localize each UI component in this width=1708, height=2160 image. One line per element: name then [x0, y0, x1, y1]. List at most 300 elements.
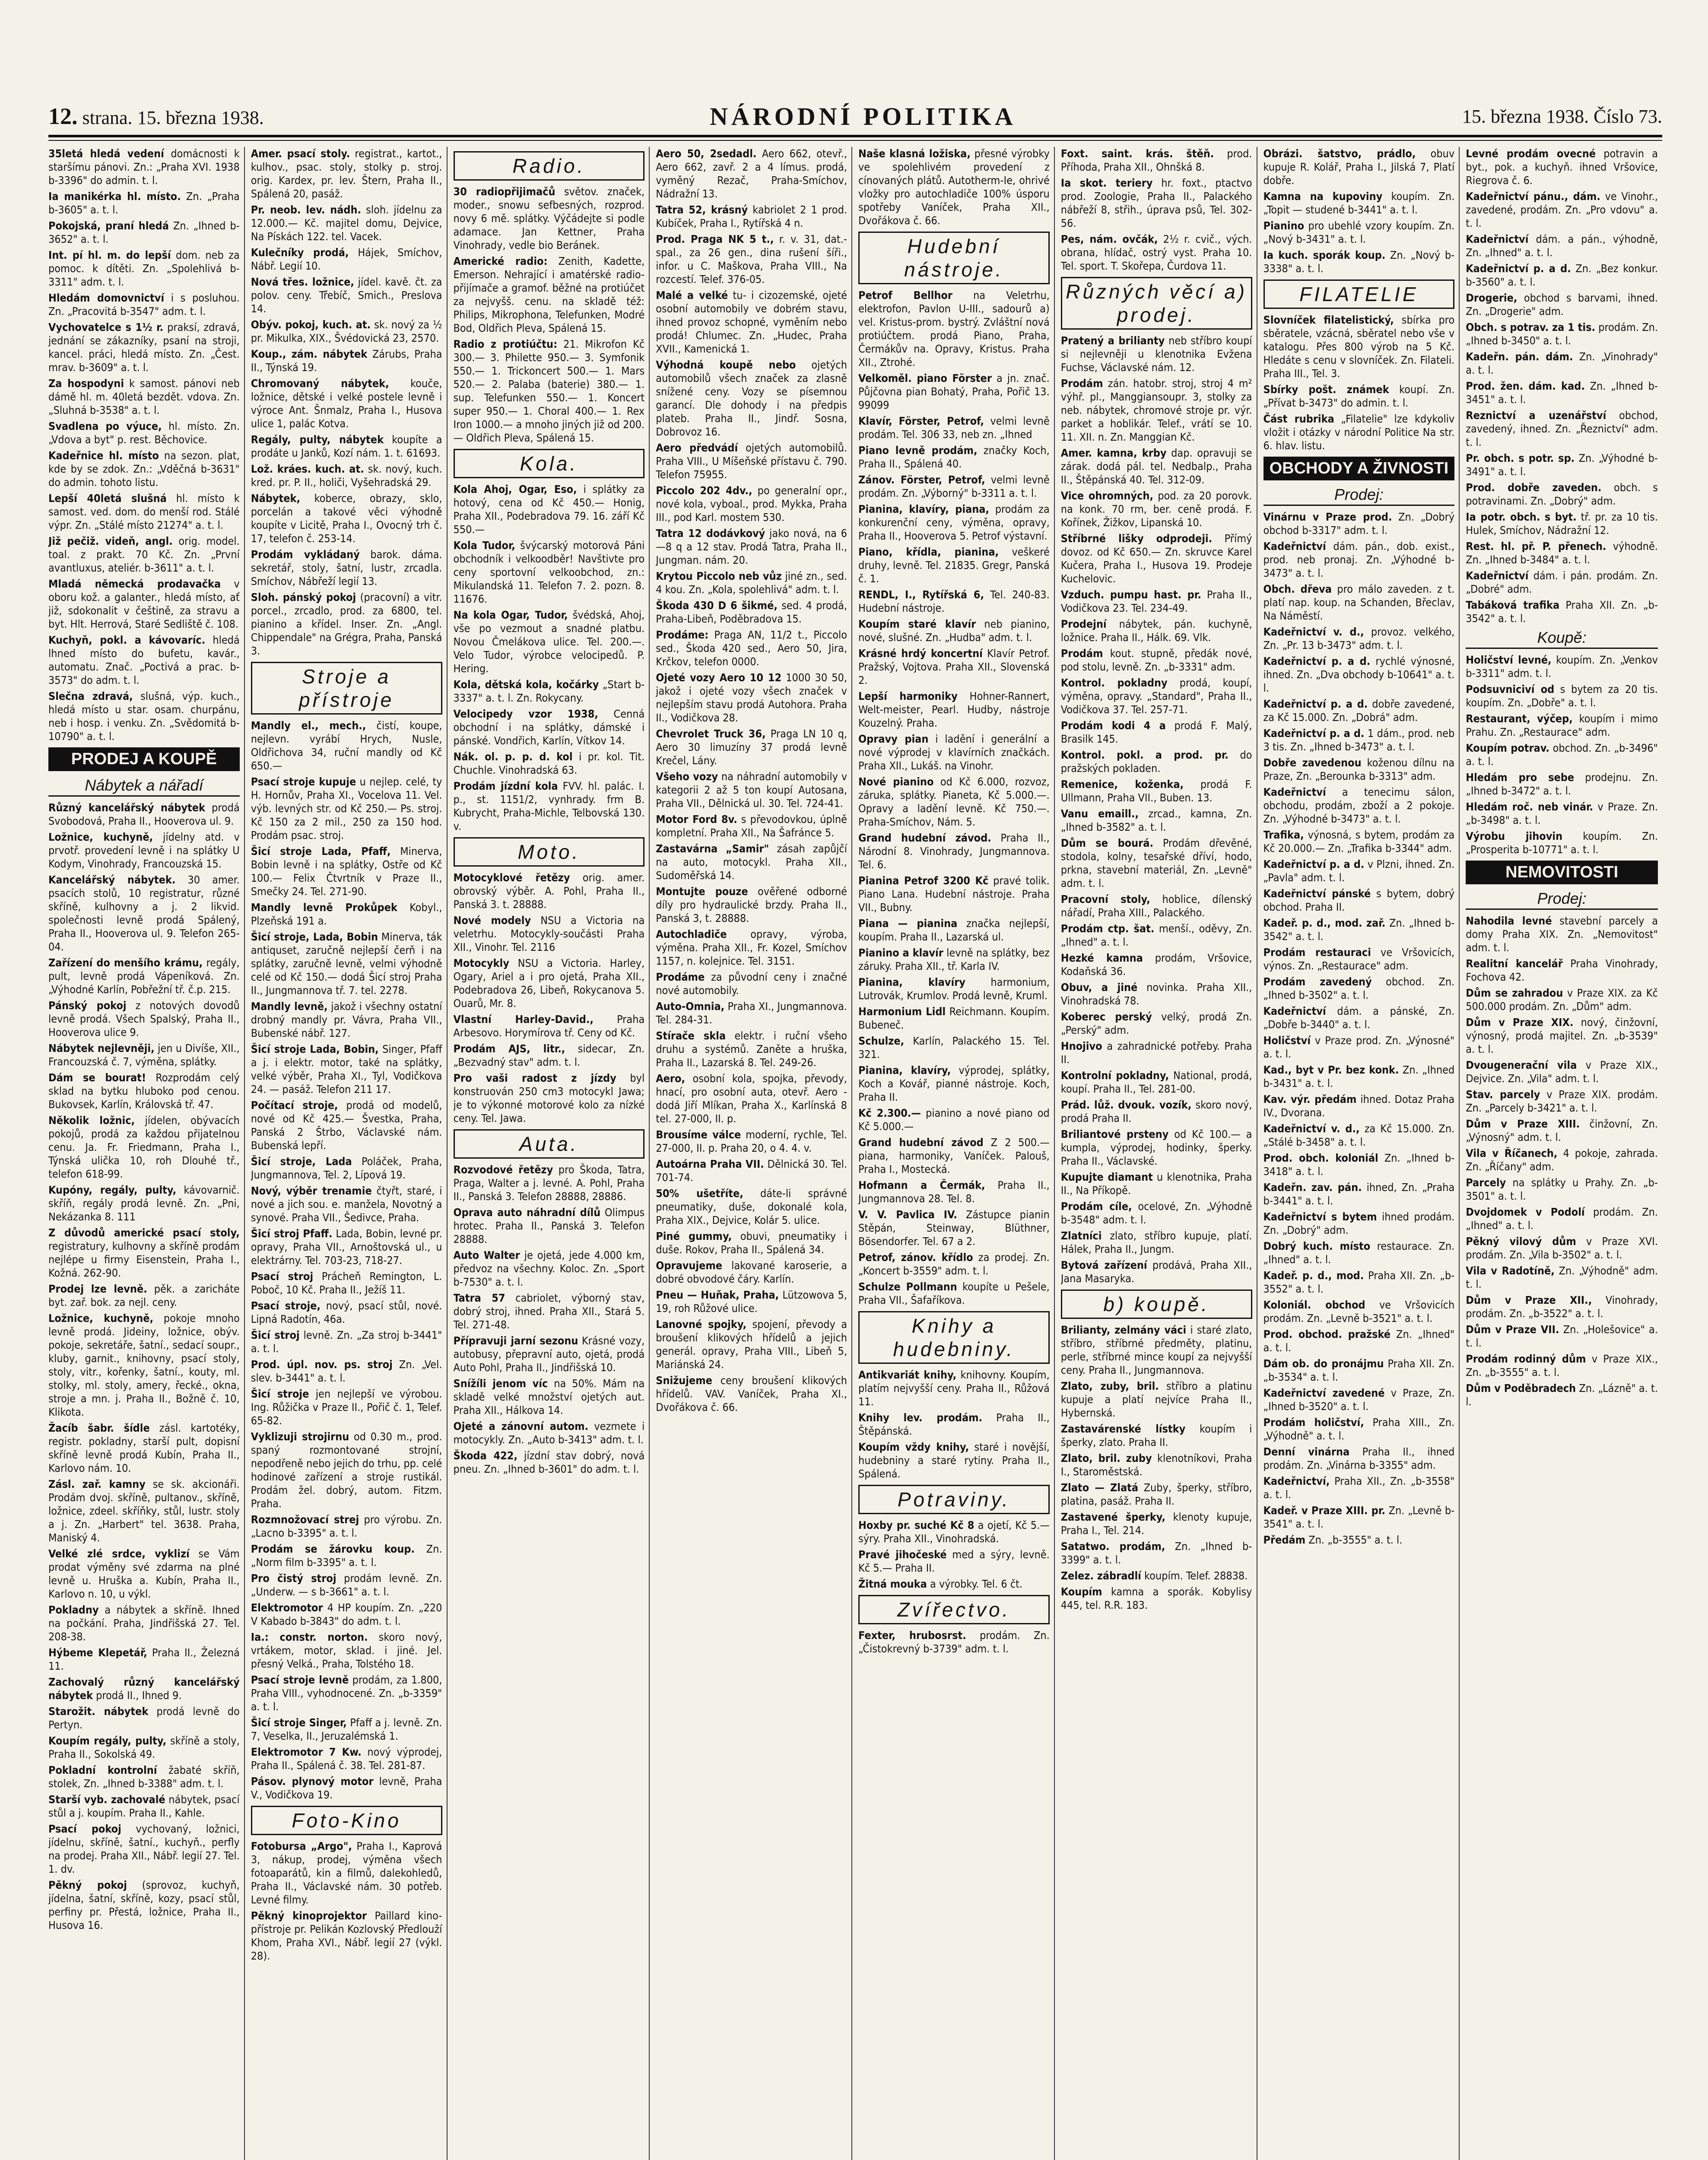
classified-ad	[1264, 1122, 1455, 1149]
ad-body: „Filatelie" lze kdykoliv vložit i otázky v národní Politice Na str. 6. hlav. listu.	[1263, 413, 1455, 452]
classified-ad	[1466, 540, 1658, 566]
ad-headline: Hýbeme Klepetář,	[48, 1646, 147, 1659]
classified-ad	[251, 1572, 442, 1598]
ad-body: ověřené odborné díly pro hydraulické brzdy. Praha II., Panská 3, t. 28888.	[656, 885, 847, 924]
ad-headline: Harmonium Lidl	[858, 1005, 946, 1018]
ad-body: FVV. hl. palác. I. p., st. 1151/2, vynhrady. frm B. Kubrycht, Praha-Michle, Telbovská 130. v.	[453, 780, 645, 832]
classified-ad	[656, 441, 847, 481]
ad-body: Rozprodám celý sklad na bytku hluboko pod cenou. Bukovsek, Karlín, Královská tř. 47.	[48, 1071, 240, 1111]
ad-body: Klavír Petrof. Pražský, Vojtova. Praha XII., Slovenská 2.	[858, 647, 1050, 686]
classified-ad	[858, 917, 1050, 943]
classified-ad	[1264, 1533, 1455, 1547]
classified-ad	[656, 484, 847, 524]
ad-headline: Realitní kancelář	[1466, 957, 1563, 970]
ad-headline: Obýv. pokoj, kuch. at.	[251, 318, 371, 331]
classified-ad	[858, 775, 1050, 829]
classified-ad	[48, 1646, 240, 1673]
classified-ad	[656, 527, 847, 567]
classified-ad	[1264, 858, 1455, 884]
classified-ad	[1466, 1016, 1658, 1056]
ad-body: 1000 30 50, jakož i ojeté vozy všech značek v nejlepším stavu prodá Autohora. Praha II., Vodičkova 28.	[656, 671, 847, 724]
section-heading: Radio.	[454, 151, 645, 181]
ad-body: a zahradnické potřeby. Praha II.	[1060, 1040, 1252, 1066]
ad-body: ojetých automobilů. Praha VIII., U Míšeňské přístavu č. 790. Telefon 75955.	[656, 442, 847, 481]
ad-body: Prodám dřevěné, stodola, kolny, tesařské dříví, hodo, prkna, stavební materiál, Zn. „Levně" adm. t. l.	[1060, 837, 1252, 889]
section-heading: Hudební nástroje.	[858, 232, 1050, 284]
ad-body: registrat., kartot., kulhov., psac. stoly, stolky p. stroj. orig. Kardex, pr. lev. Štern, Praha II., Spálená 20, pasáž.	[251, 147, 442, 200]
ad-headline: Pr. obch. s potr. sp.	[1466, 452, 1575, 464]
ad-body: med a sýry, levně. Kč 5.— Praha II.	[858, 1548, 1050, 1574]
classified-ad	[1466, 712, 1658, 739]
classified-ad	[251, 1745, 442, 1772]
ad-body: s převodovkou, úplně kompletní. Praha XII., Na Šafránce 5.	[656, 813, 847, 839]
ad-headline: Svadlena po výuce,	[48, 420, 162, 432]
ad-headline: Vila v Říčanech,	[1466, 1147, 1558, 1159]
ad-body: značky Koch, Praha II., Spálená 40.	[858, 444, 1050, 470]
classified-ad	[251, 1673, 442, 1713]
ad-body: klenotníkovi, Praha I., Staroměstská.	[1060, 1452, 1252, 1478]
ad-headline: Trafika,	[1263, 829, 1304, 841]
ad-body: jakož i všechny ostatní drobný mandly pr. Vávra, Praha VII., Bubenské nábř. 127.	[251, 1000, 442, 1039]
ad-headline: Hezké kamna	[1060, 952, 1143, 964]
ad-headline: Žacíb šabr. šídle	[48, 1422, 150, 1434]
classified-ad	[858, 1106, 1050, 1133]
ad-headline: Šicí stroje Lada, Bobin,	[251, 1043, 379, 1055]
ad-headline: Drogerie,	[1466, 292, 1518, 304]
ad-body: na splátky u Prahy. Zn. „b-3501" a. t. l.	[1466, 1176, 1658, 1202]
classified-ad	[656, 628, 847, 668]
ad-headline: Prodáme	[656, 971, 705, 983]
classified-ad	[1061, 1098, 1252, 1125]
classified-ad	[656, 1000, 847, 1026]
ad-body: 4 pokoje, zahrada. Zn. „Říčany" adm.	[1466, 1147, 1658, 1173]
ad-body: obchod. Zn. „b-3496" a. t. l.	[1466, 742, 1658, 768]
ad-body: hl. místo. Zn. „Vdova a byt" p. rest. Běchovice.	[48, 420, 240, 446]
classified-ad	[1466, 1058, 1658, 1085]
ad-headline: Lepší 40letá slušná	[48, 492, 167, 505]
ad-headline: Nové pianino	[858, 775, 934, 788]
ad-headline: Pneu — Huňak, Praha,	[656, 1289, 779, 1301]
classified-ad	[454, 1377, 645, 1417]
classified-ad	[48, 1114, 240, 1181]
classified-ad	[1466, 147, 1658, 187]
classified-ad	[1264, 1181, 1455, 1207]
section-heading: Foto-Kino	[251, 1806, 442, 1835]
ad-body: dap. opravuji se zárak. dodá pál. tel. Nedbalp., Praha II., Štěpánská 40. Tel. 312-09.	[1060, 447, 1252, 486]
ad-body: Lada, Bobin, levné pr. opravy, Praha VII., Arnoštovská ul., u elektrárny. Tel. 703-23, 718-27.	[251, 1227, 442, 1267]
ad-headline: Kadeřnictví	[1263, 786, 1326, 798]
classified-ad	[656, 1288, 847, 1315]
classified-ad	[1466, 1235, 1658, 1261]
ad-headline: Remenice, koženka,	[1060, 778, 1184, 791]
ad-headline: Žitná mouka	[858, 1578, 927, 1590]
ad-headline: Brilianty, zelmány váci	[1060, 1324, 1187, 1336]
ad-body: byl konstruován 250 cm3 motocykl Jawa; je to výkonné motorové kolo za nízké ceny. Tel. Jawa.	[453, 1072, 645, 1124]
ad-headline: Vyklizuji strojirnu	[251, 1430, 349, 1443]
classified-ad	[858, 1440, 1050, 1480]
ad-headline: Piano levně prodám,	[858, 444, 978, 457]
classified-ad	[858, 1629, 1050, 1655]
ad-body: hoblice, dílenský nářadí, Praha XIII., Palackého.	[1060, 893, 1252, 919]
ad-body: sidecar, Zn. „Bezvadný stav" adm. t. l.	[453, 1042, 645, 1068]
ad-body: pro výrobu. Zn. „Lacno b-3395" a. t. l.	[251, 1513, 442, 1539]
classified-ad	[251, 1513, 442, 1540]
ad-headline: Chromovaný nábytek,	[251, 377, 389, 390]
classified-ad	[656, 1072, 847, 1125]
ad-body: pod. za 20 porovk. na konk. 70 rm, ber. ceně prodá. F. Kořínek, Žižkov, Lipanská 10.	[1060, 489, 1252, 529]
classified-ad	[48, 1282, 240, 1309]
classified-ad	[1061, 1422, 1252, 1449]
ad-body: Zn. „Ihned" a. t. l.	[1263, 1328, 1455, 1354]
ad-headline: Tatra 12 dodávkový	[656, 527, 765, 540]
ad-headline: Petrof Bellhor	[858, 289, 952, 302]
ad-headline: Hofmann a Čermák,	[858, 1179, 985, 1191]
classified-ad	[1264, 510, 1455, 537]
ad-headline: Tatra 52, krásný	[656, 203, 748, 216]
ad-headline: Prád. lůž. dvouk. vozík,	[1060, 1099, 1192, 1111]
section-heading: Auta.	[454, 1129, 645, 1159]
classified-ad	[1264, 219, 1455, 246]
ad-headline: Kancelářský nábytek.	[48, 874, 176, 886]
ad-body: v Praze XIX., Zn. „b-3555" a. t. l.	[1466, 1353, 1658, 1379]
ad-headline: Kupóny, regály, pulty,	[48, 1184, 177, 1196]
classified-ad	[656, 813, 847, 839]
ad-body: 21. Mikrofon Kč 300.— 3. Philette 950.— 3. Symfonik 550.— 1. Trickoncert 500.— 1. Mars 520.— 2. Palaba (baterie) 380.— 1. sup. Telefunken 550.— 1. Koncert super 950.— 1. Choral 400.— 1. Rex Iron 1000.— a mnoho jiných již od 200.— Oldřich Pleva, Spálená 15.	[453, 338, 645, 444]
ad-body: za prodej. Zn. „Koncert b-3559" adm. t. l.	[858, 1251, 1050, 1277]
section-heading: Stroje a přístroje	[251, 662, 442, 715]
classified-ad	[1061, 748, 1252, 775]
classified-ad	[454, 1291, 645, 1331]
ad-body: nábytek, pán. kuchyně, ložnice. Praha II., Hálk. 69. Vlk.	[1060, 618, 1252, 644]
masthead	[48, 100, 1662, 132]
masthead-rule-thin	[48, 140, 1662, 141]
ad-body: velmi levně prodám. Zn. „Výborný" b-3311 a. t. l.	[858, 473, 1050, 499]
classified-ad	[858, 1005, 1050, 1032]
ad-headline: Dům v Praze XIII.	[1466, 1118, 1580, 1130]
page-number: 12.	[48, 103, 78, 129]
issue-number: Číslo 73.	[1594, 105, 1662, 127]
ad-headline: Kola, dětská kola, kočárky	[453, 678, 599, 691]
classified-ad	[48, 689, 240, 743]
ad-body: zásl. kartotéky, registr. pokladny, starší pult, dopisní skříně levně prodá Kubín, Praha II., Karlovo nám. 10.	[48, 1422, 240, 1474]
ad-body: zrcad., kamna, Zn. „Ihned b-3582" a. t. l.	[1060, 807, 1252, 833]
ad-headline: Kadeřnictví p. a d.	[1263, 858, 1365, 870]
classified-ad	[454, 608, 645, 675]
ad-headline: Prod. Praga NK 5 t.,	[656, 233, 774, 245]
ad-headline: Kadeřnictví p. a d.	[1263, 727, 1365, 740]
ad-body: velký, prodá Zn. „Perský" adm.	[1060, 1010, 1252, 1036]
ad-body: Kobyl., Plzeňská 191 a.	[251, 901, 442, 927]
ad-body: Praha II., Vodičkova 23. Tel. 234-49.	[1060, 588, 1252, 614]
classified-ad	[858, 647, 1050, 687]
ad-headline: Holičství	[1263, 1034, 1311, 1047]
classified-ad	[1466, 1205, 1658, 1232]
classified-ad	[251, 719, 442, 772]
column-7	[1264, 147, 1460, 2160]
classified-ad	[1061, 951, 1252, 978]
ad-headline: Elektromotor	[251, 1601, 323, 1614]
ad-headline: Hoxby pr. suché Kč 8	[858, 1519, 975, 1531]
ad-headline: Sloh. pánský pokoj	[251, 591, 356, 604]
ad-body: ihned. Dotaz Praha IV., Dvorana.	[1263, 1093, 1455, 1119]
ad-body: i splátky za hotový, cena od Kč 450.— Honig, Praha XII., Podebradova 79. 16. září Kč 550.—	[453, 483, 645, 536]
ad-body: v Praze XIX. prodám. Zn. „Parcely b-3421" a. t. l.	[1466, 1088, 1658, 1114]
ad-headline: Prod. žen. dám. kad.	[1466, 380, 1585, 392]
ad-headline: Stírače skla	[656, 1029, 726, 1042]
ad-body: k samost. pánovi neb dámě hl. m. 40letá bezdět. vdova. Zn. „Sluhná b-3538" a. t. l.	[48, 377, 240, 416]
ad-headline: Snížíli jenom víc	[453, 1377, 548, 1390]
ad-body: prodám za konkurenční ceny, výměna, opravy, Praha II., Hooverova 5. Petrof výstavní.	[858, 503, 1050, 542]
ad-body: Zn. „Nový b-3338" a. t. l.	[1263, 249, 1455, 275]
classified-ad	[48, 830, 240, 870]
ad-body: pro ubehlé vzory koupím. Zn. „Nový b-3431" a. t. l.	[1263, 219, 1455, 245]
ad-body: prodám levně. Zn. „Underw. — s b-3661" a. t. l.	[251, 1572, 442, 1598]
ad-body: prodejnu. Zn. „Ihned b-3472" a. t. l.	[1466, 771, 1658, 797]
ad-body: Praga AN, 11/2 t., Piccolo sed., Škoda 420 sed., Aero 50, Jira, Krčkov, telefon 0000.	[656, 629, 847, 668]
ad-body: kamna a sporák. Kobylisy 445, tel. R.R. 183.	[1060, 1585, 1252, 1611]
ad-headline: Mandly levně Prokůpek	[251, 901, 397, 914]
ad-headline: Pr. neob. lev. nádh.	[251, 203, 362, 216]
ad-headline: Zařízení do menšího krámu,	[48, 956, 203, 969]
ad-headline: Kadeřnictví	[1263, 1005, 1326, 1017]
classified-ad	[858, 1034, 1050, 1061]
ad-headline: Pánský pokoj	[48, 999, 127, 1012]
ad-body: zlato, stříbro kupuje, platí. Hálek, Praha II., Jungm.	[1060, 1229, 1252, 1255]
ad-body: Singer, Pfaff a j. i elektr. motor, také na splátky, velké výběr, Praha XI., Tyl, Vodičkova 24. — pasáž. Telefon 211 17.	[251, 1043, 442, 1096]
classified-ad	[1264, 1063, 1455, 1090]
classified-ad	[454, 1071, 645, 1125]
ad-body: ihned, Zn. „Praha b-3441" a. t. l.	[1263, 1181, 1455, 1207]
ad-body: nábytek, psací stůl a j. koupím. Praha II., Kahle.	[48, 1793, 240, 1819]
ad-headline: Kadeřnictví	[1466, 233, 1529, 245]
ad-body: dáte-li správné pneumatiky, duše, dokonalé kola, Praha XIX., Dejvice, Kolár 5. ulice.	[656, 1187, 847, 1226]
classified-ad	[1061, 778, 1252, 804]
ad-headline: Na kola Ogar, Tudor,	[453, 609, 568, 621]
classified-ad	[251, 433, 442, 460]
ad-headline: Mandly levně,	[251, 1000, 328, 1013]
ad-headline: Výrobu jihovin	[1466, 830, 1563, 842]
classified-ad	[1061, 446, 1252, 486]
ad-body: Minerva, ták antiquset, zaručně nejlepší čerň i na splátky, zaručně levně, velmi výhodně celé od Kč 150.— dodá Šicí stroj Praha II., Jungmannova tř. 7. tel. 2278.	[251, 931, 442, 997]
classified-ad	[1264, 975, 1455, 1002]
classified-ad	[1264, 756, 1455, 783]
ad-body: a výrobky. Tel. 6 čt.	[930, 1578, 1023, 1590]
ad-body: prodá F. Ullmann, Praha VII., Buben. 13.	[1060, 778, 1252, 804]
ad-body: Minerva, Bobin levně i na splátky, Ostře od Kč 100.— Felix Čtvrtník v Praze II., Smečky 24. Tel. 271-90.	[251, 845, 442, 898]
ad-body: ocelové, Zn. „Výhodně b-3548" adm. t. l.	[1060, 1200, 1252, 1226]
ad-body: neb stříbro koupí si nejlevněji u klenotnika Evžena Fuchse, Václavské nám. 12.	[1060, 334, 1252, 374]
ad-headline: Amer. psací stoly.	[251, 147, 350, 160]
ad-body: v oboru kož. a galanter., hledá místo, ať již, sdokonalit v češtině, za stravu a byt. Hlt. Herrová, Staré Sedliště č. 108.	[48, 578, 240, 630]
classified-ad	[1466, 291, 1658, 318]
ad-headline: Dům se bourá.	[1060, 837, 1153, 849]
classified-ad	[251, 1601, 442, 1628]
ad-headline: Ia skot. teriery	[1060, 177, 1153, 189]
ad-body: harmonium, Lutrovák, Krumlov. Prodá levně, Kruml.	[858, 976, 1050, 1002]
ad-body: jen u Divíše, XII., Francouzská č. 7, výměna, splátky.	[48, 1042, 240, 1068]
ad-headline: Elektromotor 7 Kw.	[251, 1746, 362, 1758]
classified-ad	[858, 588, 1050, 615]
ad-body: „Start b-3337" a. t. l. Zn. Rokycany.	[453, 678, 645, 704]
column-3	[454, 147, 650, 2160]
classified-ad	[1061, 489, 1252, 529]
ad-headline: Chevrolet Truck 36,	[656, 727, 766, 740]
classified-ad	[656, 1029, 847, 1069]
ad-headline: Dám ob. do pronájmu	[1263, 1357, 1384, 1370]
ad-body: výhodně. Zn. „Ihned b-3484" a. t. l.	[1466, 540, 1658, 566]
ad-body: ve Vršovicích prodám. Zn. „Levně b-3521" a. t. l.	[1263, 1299, 1455, 1325]
ad-body: žabaté skříň, stolek, Zn. „Ihned b-3388" adm. t. l.	[48, 1764, 240, 1790]
ad-body: sbírka pro sběratele, vzácná, sběratel nebo vše v katalogu. Přes 800 výrob na 5 Kč. Hledáte s cenu v slovníček. Zn. Filateli. Praha III., Tel. 3.	[1263, 314, 1455, 380]
classified-ad	[454, 678, 645, 705]
masthead-rule	[48, 135, 1662, 137]
ad-headline: Vice ohromných,	[1060, 489, 1153, 502]
ad-headline: Hnojivo	[1060, 1040, 1102, 1052]
section-heading: Kola.	[454, 449, 645, 478]
ad-body: Zn. „Výhodné b-3491" a. t. l.	[1466, 452, 1658, 478]
ad-headline: Koupím staré klavír	[858, 618, 976, 630]
classified-ad	[1264, 1298, 1455, 1325]
ad-headline: Šicí stroje, Lada, Bobin	[251, 931, 378, 943]
ad-headline: Kola Ahoj, Ogar, Eso,	[453, 483, 577, 496]
ad-body: kouče, ložnice, dětské i velké postele levně i výroce Ant. Šnmalz, Praha I., Husova ulice 1, palác Kotva.	[251, 377, 442, 430]
section-heading: Zvířectvo.	[858, 1595, 1050, 1624]
ad-body: prodám, za 1.800, Praha VIII., vyhodnocené. Zn. „b-3359" a. t. l.	[251, 1674, 442, 1713]
ad-body: koupím. Zn. „Prosperita b-10771" a. t. l.	[1466, 830, 1658, 856]
classified-ad	[48, 147, 240, 187]
classified-ad	[48, 534, 240, 575]
ad-headline: Prodám jízdní kola	[453, 780, 558, 792]
ad-headline: Kadeřnictví	[1263, 540, 1326, 553]
classified-ad	[251, 318, 442, 345]
classified-ad	[1264, 1474, 1455, 1501]
ad-headline: 35letá hledá vedení	[48, 147, 164, 160]
classified-ad	[48, 1763, 240, 1790]
ad-headline: Prodám kodi 4 a	[1060, 719, 1166, 732]
ad-headline: Zlato, bril. zuby	[1060, 1452, 1152, 1464]
classified-ad	[1264, 1269, 1455, 1296]
ad-headline: Pianina, klavíry, piana,	[858, 503, 989, 515]
ad-headline: Lanovné spojky,	[656, 1318, 747, 1331]
ad-headline: Pěkný pokoj	[48, 1879, 127, 1891]
ad-body: skoro nový, prodá Praha II.	[1060, 1099, 1252, 1124]
classified-ad	[858, 874, 1050, 914]
classified-ad	[48, 633, 240, 687]
ad-headline: Zásl. zař. kamny	[48, 1478, 146, 1490]
ad-headline: Krytou Piccolo neb vůz	[656, 570, 782, 582]
classified-ad	[656, 671, 847, 724]
classified-ad	[1264, 946, 1455, 972]
ad-headline: Opravy pian	[858, 733, 929, 745]
classified-ad	[1264, 540, 1455, 580]
classified-ad	[858, 289, 1050, 369]
ad-body: restaurace. Zn. „Ihned" a. t. l.	[1263, 1240, 1455, 1266]
ad-body: Z 2 500.— piana, harmoniky, Vaníček. Palouš, Praha I., Mostecká.	[858, 1136, 1050, 1175]
section-heading: Různých věcí a) prodej.	[1061, 277, 1252, 330]
ad-body: 4 HP koupím. Zn. „220 V Kabado b-3843" do adm. t. l.	[251, 1601, 442, 1627]
ad-headline: Dům v Praze VII.	[1466, 1323, 1559, 1336]
classified-ad	[1466, 1382, 1658, 1408]
classified-ad	[1466, 829, 1658, 856]
ad-body: u klenotnika, Praha II., Na Příkopě.	[1060, 1171, 1252, 1197]
classified-ad	[1061, 334, 1252, 374]
ad-body: stavební parcely a domy Praha XIX. Zn. „Nemovitost" adm. t. l.	[1466, 915, 1658, 954]
classified-ad	[48, 801, 240, 828]
ad-body: Zástupce pianin Stěpán, Steinway, Blüthner, Bösendorfer. Tel. 67 a 2.	[858, 1208, 1050, 1248]
ad-body: National, prodá, koupí. Praha II., Tel. 281-00.	[1060, 1069, 1252, 1095]
ad-body: menší., oděvy, Zn. „Ihned" a. t. l.	[1060, 922, 1252, 948]
classified-ad	[1061, 1510, 1252, 1537]
classified-ad	[858, 732, 1050, 772]
classified-ad	[858, 831, 1050, 871]
ad-headline: Piana — pianina	[858, 917, 958, 930]
ad-body: Karlín, Palackého 15. Tel. 321.	[858, 1035, 1050, 1061]
ad-body: v Praze. Zn. „b-3498" a. t. l.	[1466, 800, 1658, 826]
ad-headline: Prodám se žárovku koup.	[251, 1543, 415, 1555]
classified-ad	[454, 483, 645, 536]
ad-body: cabriolet, výborný stav, dobrý stroj, ihned. Praha XII., Stará 5. Tel. 271-48.	[453, 1292, 645, 1331]
ad-headline: Kadeř. p. d., mod. zař.	[1263, 917, 1386, 929]
ad-headline: Prod. úpl. nov. ps. stroj	[251, 1358, 393, 1371]
ad-body: v Praze XIX., Dejvice. Zn. „Vila" adm. t. l.	[1466, 1059, 1658, 1085]
ad-headline: Foxt. saint. krás. štěň.	[1060, 147, 1214, 160]
ad-headline: Pro čistý stroj	[251, 1572, 337, 1585]
ad-headline: Různý kancelářský nábytek	[48, 801, 205, 814]
ad-headline: Fotobursa „Argo",	[251, 1840, 352, 1852]
ad-headline: Kadeř. p. d., mod.	[1263, 1269, 1364, 1282]
ad-body: prodá II., Ihned 9.	[96, 1689, 182, 1702]
ad-body: ceny broušení klikových hřídelů. VAV. Vaníček, Praha XI., Dvořákova č. 66.	[656, 1374, 847, 1414]
ad-body: na Veletrhu, elektrofon, Pavlon U-III., sadourů a) vel. Kristus-prom. bystrý. Zvláštní nová protiúčtem. prodá Piano, Praha, Čermákův na. Opravy, Kristus. Praha XII., Ztrohé.	[858, 289, 1050, 368]
classified-ad	[858, 946, 1050, 973]
classified-ad	[656, 842, 847, 882]
section-heading: OBCHODY A ŽIVNOSTI	[1264, 457, 1455, 480]
ad-body: Zn. „Levně b-3541" a. t. l.	[1263, 1504, 1455, 1530]
classified-ad	[251, 1184, 442, 1224]
ad-body: Praha II., Štěpánská.	[858, 1411, 1050, 1437]
classified-columns	[48, 147, 1662, 2160]
classified-ad	[1466, 569, 1658, 596]
section-heading: FILATELIE	[1264, 280, 1455, 309]
classified-ad	[1061, 1452, 1252, 1478]
classified-ad	[251, 1630, 442, 1671]
ad-headline: Dům v Praze XIX.	[1466, 1016, 1574, 1029]
ad-body: Praha II., Jungmannova 28. Tel. 8.	[858, 1179, 1050, 1205]
ad-headline: Satatwo. prodám,	[1060, 1540, 1165, 1553]
ad-body: prodá levně do Pertyn.	[48, 1705, 240, 1731]
ad-headline: Koupím potrav.	[1466, 742, 1549, 754]
ad-body: a nábytek a skříně. Ihned na počkání. Praha, Jindřišská 27. Tel. 208-38.	[48, 1604, 240, 1643]
ad-headline: Dům v Poděbradech	[1466, 1382, 1576, 1394]
ad-body: prodám. Zn. „Ihned b-3450" a. t. l.	[1466, 321, 1658, 347]
classified-ad	[1466, 409, 1658, 449]
ad-headline: Kadeř. v Praze XIII. pr.	[1263, 1504, 1385, 1517]
ad-body: opravy, výroba, výměna. Praha XII., Fr. Kozel, Smíchov 1157, n. kolejnice. Tel. 3151.	[656, 928, 847, 967]
classified-ad	[656, 970, 847, 997]
classified-ad	[1264, 1239, 1455, 1266]
ad-body: Lützowova 5, 19, roh Růžové ulice.	[656, 1289, 847, 1315]
ad-body: levně na splátky, bez záruky. Praha XII., tř. Karla IV.	[858, 947, 1050, 972]
ad-headline: Piccolo 202 4dv.,	[656, 484, 752, 497]
classified-ad	[251, 1387, 442, 1427]
ad-body: sk. nový, kuch. kred. pr. P. II., holiči, Vyšehradská 29.	[251, 463, 442, 489]
classified-ad	[1466, 1176, 1658, 1203]
classified-ad	[858, 444, 1050, 470]
classified-ad	[656, 770, 847, 810]
ad-body: s bytem, dobrý obchod. Praha II.	[1263, 887, 1455, 913]
ad-body: Hohner-Rannert, Welt-meister, Pearl. Hudby, nástroje Kouzelný. Praha.	[858, 690, 1050, 729]
classified-ad	[48, 1547, 240, 1601]
